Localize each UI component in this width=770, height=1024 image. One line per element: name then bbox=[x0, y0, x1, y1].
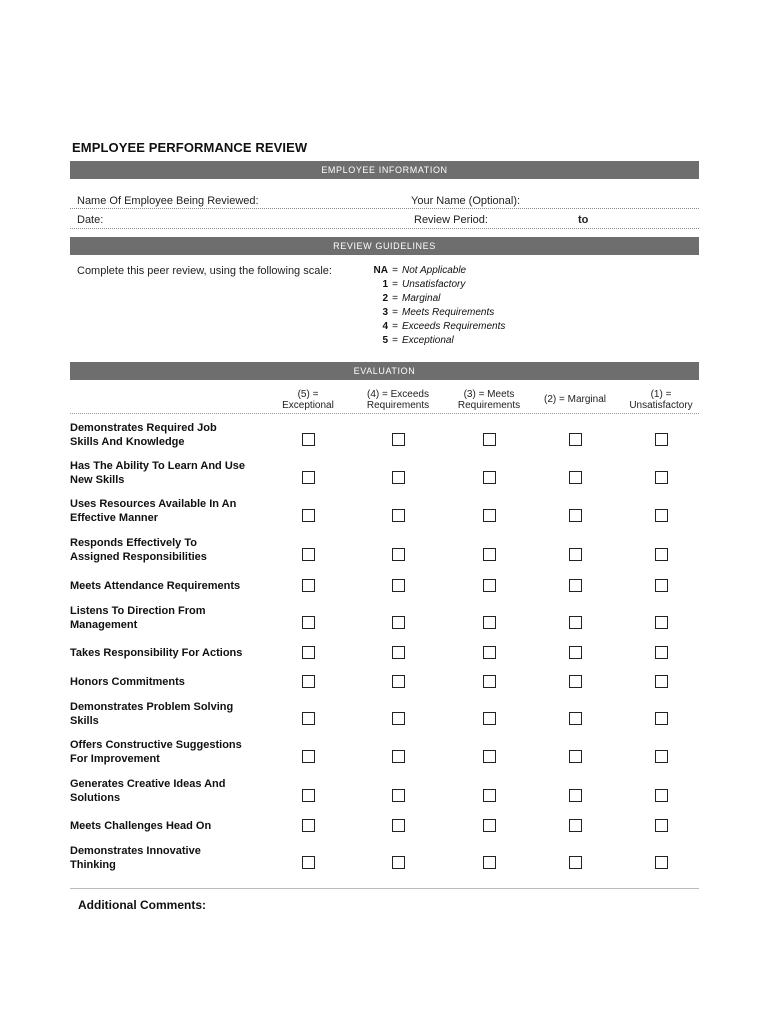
rating-checkbox[interactable] bbox=[392, 579, 405, 592]
scale-value: Marginal bbox=[402, 293, 441, 304]
scale-equals: = bbox=[392, 321, 398, 332]
criterion-line: New Skills bbox=[70, 474, 125, 486]
criterion-line: Uses Resources Available In An bbox=[70, 498, 237, 510]
criterion-line: Generates Creative Ideas And bbox=[70, 778, 226, 790]
field-divider bbox=[70, 228, 699, 229]
rating-checkbox[interactable] bbox=[483, 433, 496, 446]
criterion-label bbox=[70, 819, 280, 833]
rating-checkbox[interactable] bbox=[483, 789, 496, 802]
scale-key: 3 bbox=[382, 307, 388, 318]
rating-checkbox[interactable] bbox=[392, 509, 405, 522]
rating-checkbox[interactable] bbox=[655, 712, 668, 725]
scale-item bbox=[358, 306, 578, 320]
scale-equals: = bbox=[392, 335, 398, 346]
rating-checkbox[interactable] bbox=[655, 509, 668, 522]
header-divider bbox=[70, 413, 699, 414]
rating-checkbox[interactable] bbox=[392, 646, 405, 659]
scale-item bbox=[358, 320, 578, 334]
criterion-label bbox=[70, 459, 280, 487]
rating-checkbox[interactable] bbox=[655, 616, 668, 629]
criterion-label bbox=[70, 675, 280, 689]
table-bottom-rule bbox=[70, 888, 699, 889]
column-header bbox=[530, 394, 620, 405]
rating-checkbox[interactable] bbox=[655, 819, 668, 832]
criterion-line: Responds Effectively To bbox=[70, 537, 197, 549]
criterion-line: Meets Attendance Requirements bbox=[70, 580, 241, 592]
criterion-label bbox=[70, 777, 280, 805]
page-title: EMPLOYEE PERFORMANCE REVIEW bbox=[72, 140, 308, 155]
date-label: Date: bbox=[77, 214, 104, 226]
your-name-label: Your Name (Optional): bbox=[411, 195, 521, 207]
additional-comments-label: Additional Comments: bbox=[78, 898, 206, 912]
scale-value: Not Applicable bbox=[402, 265, 467, 276]
criterion-line: Skills And Knowledge bbox=[70, 436, 185, 448]
section-header-employee-information: EMPLOYEE INFORMATION bbox=[70, 161, 699, 179]
rating-checkbox[interactable] bbox=[483, 750, 496, 763]
criterion-line: For Improvement bbox=[70, 753, 160, 765]
criterion-line: Demonstrates Innovative bbox=[70, 845, 201, 857]
scale-key: 1 bbox=[382, 279, 388, 290]
rating-checkbox[interactable] bbox=[655, 471, 668, 484]
rating-checkbox[interactable] bbox=[302, 819, 315, 832]
rating-checkbox[interactable] bbox=[302, 856, 315, 869]
rating-checkbox[interactable] bbox=[302, 646, 315, 659]
column-header bbox=[353, 389, 443, 411]
rating-checkbox[interactable] bbox=[302, 750, 315, 763]
rating-checkbox[interactable] bbox=[392, 471, 405, 484]
column-header-line: (5) = bbox=[297, 389, 319, 400]
rating-checkbox[interactable] bbox=[569, 579, 582, 592]
rating-checkbox[interactable] bbox=[392, 712, 405, 725]
rating-checkbox[interactable] bbox=[302, 433, 315, 446]
criterion-line: Effective Manner bbox=[70, 512, 159, 524]
scale-equals: = bbox=[392, 293, 398, 304]
rating-checkbox[interactable] bbox=[655, 675, 668, 688]
column-header-line: Requirements bbox=[457, 400, 521, 411]
criterion-line: Has The Ability To Learn And Use bbox=[70, 460, 246, 472]
rating-checkbox[interactable] bbox=[655, 789, 668, 802]
rating-checkbox[interactable] bbox=[483, 509, 496, 522]
criterion-label bbox=[70, 497, 280, 525]
criterion-label bbox=[70, 579, 280, 593]
scale-key: 5 bbox=[382, 335, 388, 346]
scale-value: Unsatisfactory bbox=[402, 279, 466, 290]
rating-checkbox[interactable] bbox=[483, 819, 496, 832]
scale-value: Exceeds Requirements bbox=[402, 321, 506, 332]
criterion-label bbox=[70, 738, 280, 766]
scale-value: Exceptional bbox=[402, 335, 454, 346]
criterion-line: Demonstrates Problem Solving bbox=[70, 701, 234, 713]
rating-checkbox[interactable] bbox=[392, 789, 405, 802]
rating-checkbox[interactable] bbox=[655, 579, 668, 592]
scale-equals: = bbox=[392, 265, 398, 276]
scale-key: NA bbox=[373, 265, 388, 276]
rating-checkbox[interactable] bbox=[483, 616, 496, 629]
field-divider bbox=[70, 208, 699, 209]
rating-checkbox[interactable] bbox=[392, 856, 405, 869]
rating-checkbox[interactable] bbox=[302, 616, 315, 629]
column-header-line: (2) = Marginal bbox=[544, 394, 606, 405]
criterion-label bbox=[70, 421, 280, 449]
rating-checkbox[interactable] bbox=[569, 712, 582, 725]
criterion-line: Meets Challenges Head On bbox=[70, 820, 212, 832]
rating-checkbox[interactable] bbox=[483, 471, 496, 484]
column-header bbox=[263, 389, 353, 411]
rating-checkbox[interactable] bbox=[569, 856, 582, 869]
section-header-evaluation: EVALUATION bbox=[70, 362, 699, 380]
scale-key: 4 bbox=[382, 321, 388, 332]
rating-checkbox[interactable] bbox=[569, 616, 582, 629]
criterion-line: Solutions bbox=[70, 792, 121, 804]
rating-checkbox[interactable] bbox=[655, 750, 668, 763]
rating-checkbox[interactable] bbox=[569, 789, 582, 802]
rating-checkbox[interactable] bbox=[569, 819, 582, 832]
employee-name-label: Name Of Employee Being Reviewed: bbox=[77, 195, 259, 207]
section-header-review-guidelines: REVIEW GUIDELINES bbox=[70, 237, 699, 255]
column-header-line: (4) = Exceeds bbox=[367, 389, 429, 400]
column-header-line: (1) = bbox=[650, 389, 672, 400]
rating-checkbox[interactable] bbox=[483, 675, 496, 688]
rating-checkbox[interactable] bbox=[483, 579, 496, 592]
column-header-line: Exceptional bbox=[282, 400, 334, 411]
rating-checkbox[interactable] bbox=[569, 646, 582, 659]
rating-checkbox[interactable] bbox=[483, 646, 496, 659]
review-period-to-label: to bbox=[578, 214, 589, 226]
scale-value: Meets Requirements bbox=[402, 307, 495, 318]
guidelines-text: Complete this peer review, using the following scale: bbox=[77, 265, 332, 277]
rating-checkbox[interactable] bbox=[655, 433, 668, 446]
column-header bbox=[616, 389, 706, 411]
criterion-line: Demonstrates Required Job bbox=[70, 422, 217, 434]
rating-checkbox[interactable] bbox=[569, 548, 582, 561]
scale-equals: = bbox=[392, 307, 398, 318]
rating-checkbox[interactable] bbox=[392, 675, 405, 688]
rating-checkbox[interactable] bbox=[483, 548, 496, 561]
rating-checkbox[interactable] bbox=[569, 675, 582, 688]
rating-checkbox[interactable] bbox=[302, 789, 315, 802]
rating-checkbox[interactable] bbox=[655, 646, 668, 659]
rating-checkbox[interactable] bbox=[392, 750, 405, 763]
criterion-line: Listens To Direction From bbox=[70, 605, 206, 617]
rating-checkbox[interactable] bbox=[569, 750, 582, 763]
criterion-label bbox=[70, 700, 280, 728]
rating-checkbox[interactable] bbox=[392, 548, 405, 561]
criterion-line: Takes Responsibility For Actions bbox=[70, 647, 243, 659]
criterion-line: Assigned Responsibilities bbox=[70, 551, 207, 563]
column-header-line: Unsatisfactory bbox=[629, 400, 693, 411]
review-period-label: Review Period: bbox=[414, 214, 488, 226]
criterion-line: Offers Constructive Suggestions bbox=[70, 739, 242, 751]
rating-checkbox[interactable] bbox=[569, 433, 582, 446]
rating-checkbox[interactable] bbox=[302, 675, 315, 688]
criterion-label bbox=[70, 646, 280, 660]
criterion-line: Management bbox=[70, 619, 138, 631]
rating-checkbox[interactable] bbox=[392, 616, 405, 629]
scale-item bbox=[358, 264, 578, 278]
criterion-line: Honors Commitments bbox=[70, 676, 185, 688]
scale-key: 2 bbox=[382, 293, 388, 304]
scale-item bbox=[358, 334, 578, 348]
column-header-line: Requirements bbox=[366, 400, 430, 411]
rating-checkbox[interactable] bbox=[302, 548, 315, 561]
rating-checkbox[interactable] bbox=[483, 712, 496, 725]
scale-equals: = bbox=[392, 279, 398, 290]
rating-checkbox[interactable] bbox=[302, 509, 315, 522]
rating-checkbox[interactable] bbox=[655, 856, 668, 869]
criterion-line: Thinking bbox=[70, 859, 116, 871]
column-header bbox=[444, 389, 534, 411]
rating-checkbox[interactable] bbox=[655, 548, 668, 561]
column-header-line: (3) = Meets bbox=[463, 389, 515, 400]
rating-checkbox[interactable] bbox=[392, 819, 405, 832]
rating-checkbox[interactable] bbox=[392, 433, 405, 446]
rating-checkbox[interactable] bbox=[302, 471, 315, 484]
rating-checkbox[interactable] bbox=[483, 856, 496, 869]
rating-checkbox[interactable] bbox=[302, 712, 315, 725]
criterion-label bbox=[70, 604, 280, 632]
rating-checkbox[interactable] bbox=[569, 471, 582, 484]
scale-item bbox=[358, 292, 578, 306]
criterion-label bbox=[70, 536, 280, 564]
criterion-label bbox=[70, 844, 280, 872]
rating-checkbox[interactable] bbox=[302, 579, 315, 592]
criterion-line: Skills bbox=[70, 715, 99, 727]
scale-item bbox=[358, 278, 578, 292]
rating-checkbox[interactable] bbox=[569, 509, 582, 522]
